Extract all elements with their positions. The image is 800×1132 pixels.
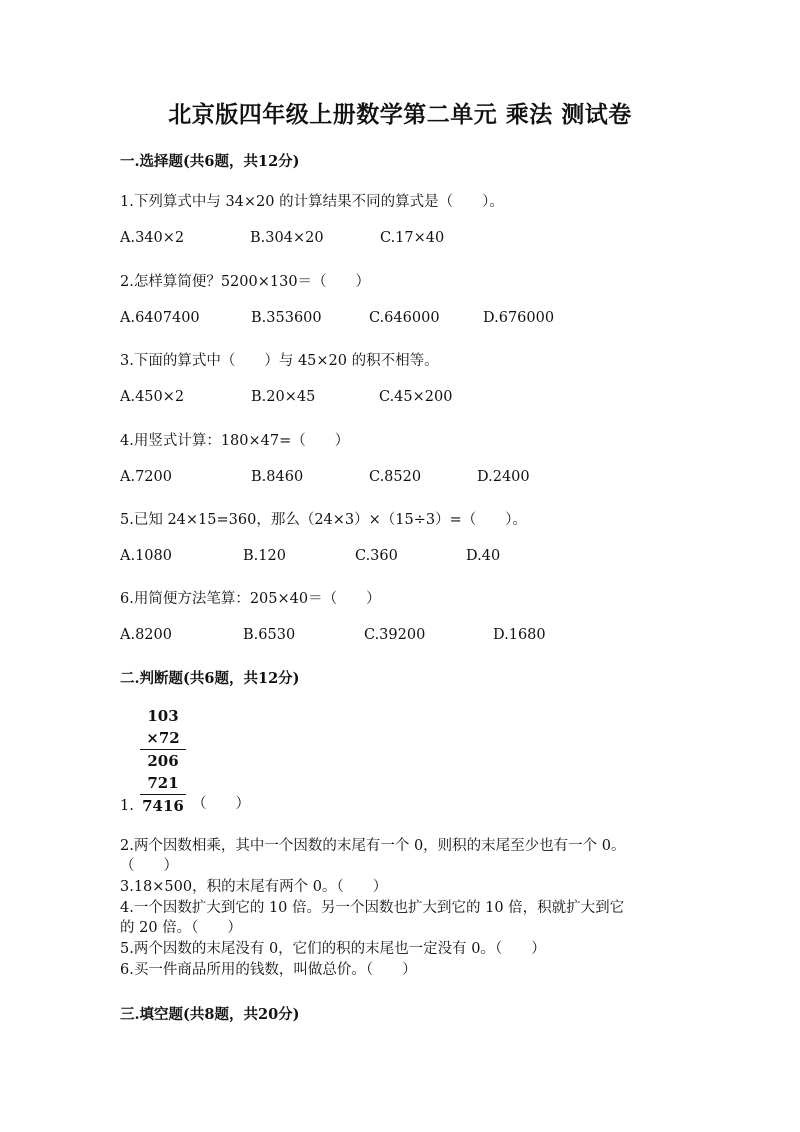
question-3: 3.下面的算式中（ ）与 45×20 的积不相等。 (120, 353, 439, 369)
judge-2: 2.两个因数相乘，其中一个因数的末尾有一个 0，则积的末尾至少也有一个 0。 (120, 838, 626, 854)
option-4c: C.8520 (369, 469, 422, 485)
product: 7416 (142, 797, 184, 815)
option-1c: C.17×40 (380, 230, 445, 246)
vertical-multiplication (140, 705, 186, 817)
option-4a: A.7200 (120, 469, 172, 485)
page-title: 北京版四年级上册数学第二单元 乘法 测试卷 (168, 101, 632, 128)
section-heading-judge: 二.判断题(共6题，共12分) (120, 670, 300, 687)
option-5d: D.40 (466, 548, 501, 564)
judge-5: 5.两个因数的末尾没有 0，它们的积的末尾也一定没有 0。（ ） (120, 941, 546, 957)
option-4d: D.2400 (477, 469, 530, 485)
question-4: 4.用竖式计算：180×47=（ ） (120, 433, 350, 449)
option-3a: A.450×2 (120, 389, 185, 405)
option-5c: C.360 (355, 548, 398, 564)
option-2d: D.676000 (483, 310, 555, 326)
multiplier: ×72 (146, 729, 180, 747)
judge-3: 3.18×500，积的末尾有两个 0。（ ） (120, 879, 388, 895)
partial-product-2: 721 (147, 774, 179, 792)
question-6: 6.用简便方法笔算：205×40＝（ ） (120, 591, 381, 607)
question-5: 5.已知 24×15=360，那么（24×3）×（15÷3）=（ ）。 (120, 512, 528, 528)
option-5a: A.1080 (120, 548, 172, 564)
section-heading-fill: 三.填空题(共8题，共20分) (120, 1006, 300, 1023)
option-3b: B.20×45 (251, 389, 316, 405)
question-1: 1.下列算式中与 34×20 的计算结果不同的算式是（ ）。 (120, 194, 504, 210)
option-6c: C.39200 (364, 627, 426, 643)
option-2b: B.353600 (251, 310, 322, 326)
option-3c: C.45×200 (379, 389, 453, 405)
judge-6: 6.买一件商品所用的钱数，叫做总价。（ ） (120, 962, 417, 978)
section-heading-choice: 一.选择题(共6题，共12分) (120, 153, 300, 170)
option-1b: B.304×20 (250, 230, 324, 246)
judge-4: 4.一个因数扩大到它的 10 倍。另一个因数也扩大到它的 10 倍，积就扩大到它 (120, 900, 625, 916)
option-2c: C.646000 (369, 310, 440, 326)
judge-1-number: 1. (120, 798, 134, 814)
option-1a: A.340×2 (120, 230, 185, 246)
judge-4-cont: 的 20 倍。（ ） (120, 920, 242, 936)
question-2: 2.怎样算简便？5200×130＝（ ） (120, 274, 371, 290)
option-2a: A.6407400 (120, 310, 200, 326)
multiplicand: 103 (147, 707, 179, 725)
judge-1-paren: （ ） (192, 796, 250, 812)
partial-product-1: 206 (147, 752, 179, 770)
judge-2-paren: （ ） (120, 858, 178, 874)
option-6a: A.8200 (120, 627, 172, 643)
option-5b: B.120 (243, 548, 286, 564)
option-4b: B.8460 (251, 469, 304, 485)
option-6d: D.1680 (493, 627, 546, 643)
option-6b: B.6530 (243, 627, 296, 643)
